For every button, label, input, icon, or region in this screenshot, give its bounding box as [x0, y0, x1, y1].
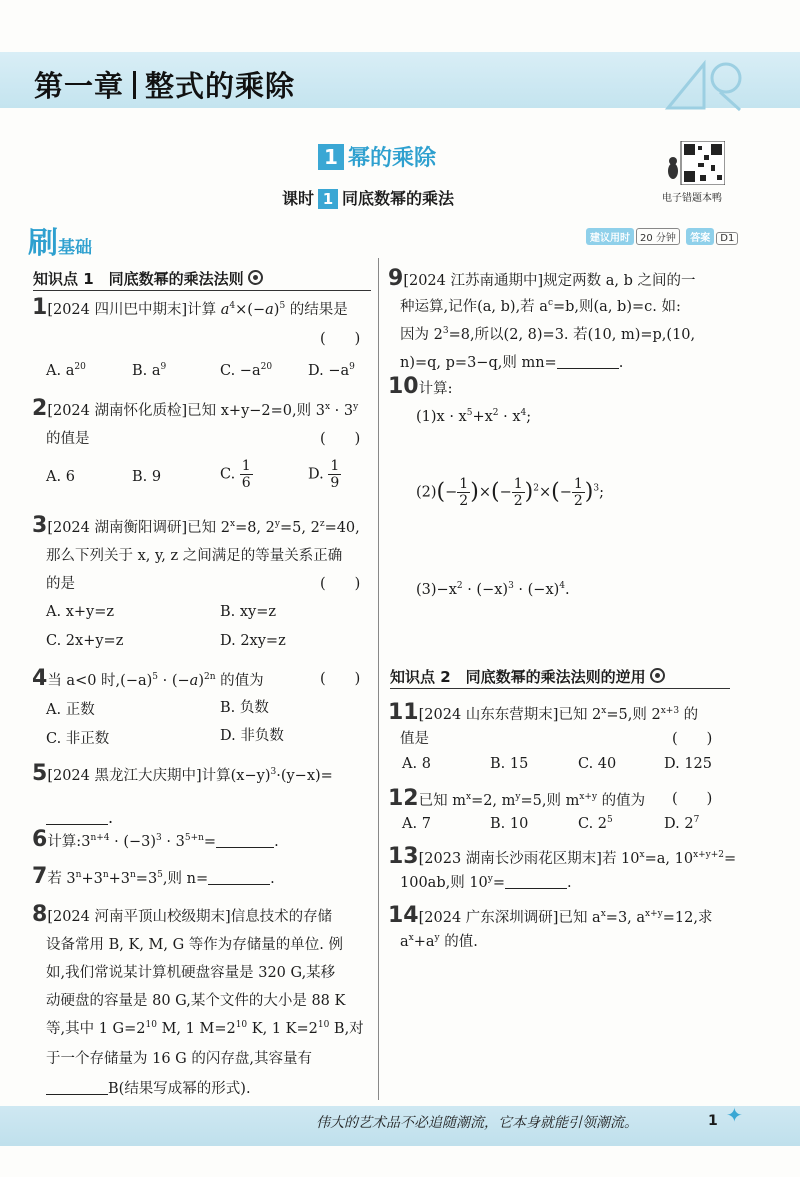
q5-number: 5 — [32, 761, 48, 786]
q1-option-a: A. $a^{20}$ — [46, 362, 86, 379]
q2-stem: 已知 x+y−2=0,则 3 — [187, 403, 325, 419]
q14-source: [2024 广东深圳调研] — [418, 910, 559, 926]
q9-line1: 规定两数 a, b 之间的一 — [543, 273, 696, 289]
q3-option-a: A. x+y=z — [46, 604, 114, 620]
q9-line4: n)=q, p=3−q,则 mn= . — [400, 355, 624, 371]
q12-option-d: D. $2^7$ — [664, 815, 700, 832]
q7-number: 7 — [32, 864, 48, 889]
suggest-label: 建议用时 — [586, 228, 634, 245]
q6-answer-blank[interactable] — [216, 847, 274, 848]
q2-option-c: C. $\frac{1}{6}$ — [220, 458, 251, 492]
section-heading — [318, 141, 436, 172]
knowledge-point-1 — [33, 268, 263, 289]
q9-number: 9 — [388, 266, 404, 291]
q7-answer-blank[interactable] — [208, 884, 270, 885]
q9-line3: 因为 $2^3=8$,所以(2, 8)=3. 若(10, m)=p,(10, — [400, 326, 696, 343]
question-6: 6计算$:3^{n+4} \cdot (-3)^3 \cdot 3^{5+n}=$ . — [32, 827, 279, 852]
question-5: 5[2024 黑龙江大庆期中]计算$(x-y)^3\cdot(y-x)=$ — [32, 761, 333, 786]
target-icon — [650, 668, 665, 683]
q14-line2: $a^x+a^y$ 的值. — [400, 933, 478, 950]
q4-option-c: C. 非正数 — [46, 731, 110, 747]
q10-stem: 计算: — [418, 381, 453, 397]
answer-paren: ( ) — [320, 671, 361, 687]
q8-source: [2024 河南平顶山校级期末] — [47, 909, 231, 925]
q3-option-d: D. 2xy=z — [220, 633, 286, 649]
q6-stem: 计算:3 — [47, 834, 91, 850]
q13-number: 13 — [388, 844, 419, 869]
q3-line2: 那么下列关于 x, y, z 之间满足的等量关系正确 — [46, 548, 343, 564]
basic-practice-label — [28, 218, 92, 262]
q4-stem: 当 a<0 时,(−a) — [47, 673, 153, 689]
q11-source: [2024 山东东营期末] — [418, 707, 559, 723]
k2-title: 知识点 2 同底数幂的乘法法则的逆用 — [390, 668, 646, 686]
q8-number: 8 — [32, 902, 48, 927]
question-12: 12已知 $m^x=2$, $m^y=5$,则 $m^{x+y}$ 的值为 — [388, 786, 646, 811]
q4-option-d: D. 非负数 — [220, 728, 284, 744]
q3-source: [2024 湖南衡阳调研] — [47, 520, 188, 536]
suggested-time — [586, 228, 738, 245]
q8-line2: 设备常用 B, K, M, G 等作为存储量的单位. 例 — [46, 937, 344, 953]
k1-title: 知识点 1 同底数幂的乘法法则 — [33, 270, 244, 288]
q1-option-b: B. $a^9$ — [132, 362, 167, 379]
question-3: 3[2024 湖南衡阳调研]已知 $2^x=8$, $2^y=5$, $2^z=40$, — [32, 513, 360, 538]
question-9 — [388, 268, 696, 290]
knowledge-point-2 — [390, 666, 665, 687]
q5-answer-blank[interactable]: . — [46, 808, 113, 827]
q2-option-b: B. 9 — [132, 469, 162, 485]
q1-number: 1 — [32, 295, 48, 320]
answer-paren: ( ) — [320, 431, 361, 447]
suggest-time: 20 分钟 — [636, 228, 680, 245]
q12-number: 12 — [388, 786, 419, 811]
q8-line1: 信息技术的存储 — [230, 909, 333, 925]
k2-underline — [390, 688, 730, 689]
q13-answer-blank[interactable] — [505, 888, 567, 889]
question-8 — [32, 904, 332, 926]
q12-option-b: B. 10 — [490, 816, 529, 832]
q8-line5: 等,其中 1 $G=2^{10}$ M, 1 $M=2^{10}$ K, 1 $K=2^{10}$ B,对 — [46, 1020, 364, 1037]
k1-underline — [33, 290, 371, 291]
q8-line3: 如,我们常说某计算机硬盘容量是 320 G,某移 — [46, 965, 336, 981]
q10-part2: (2)(− $\frac{1}{2}$ )×(− $\frac{1}{2}$ )$^2$×(− $\frac{1}{2}$ )$^3$; — [416, 476, 605, 510]
q2-option-a: A. 6 — [46, 469, 75, 485]
q4-number: 4 — [32, 666, 48, 691]
chapter-title — [34, 64, 295, 105]
q4-option-b: B. 负数 — [220, 700, 269, 716]
question-7: 7若 $3^n+3^n+3^n=3^5$,则 n= . — [32, 864, 275, 889]
q11-line2: 值是 — [400, 731, 429, 747]
q8-line7: B(结果写成幂的形式). — [46, 1082, 251, 1097]
lesson-heading — [282, 186, 454, 209]
q10-number: 10 — [388, 374, 419, 399]
answer-paren: ( ) — [320, 331, 361, 347]
qr-code-icon[interactable] — [667, 141, 725, 185]
title-divider — [133, 71, 136, 99]
q11-option-a: A. 8 — [402, 756, 431, 772]
answer-paren: ( ) — [672, 731, 713, 747]
lesson-prefix: 课时 — [282, 189, 315, 208]
q6-number: 6 — [32, 827, 48, 852]
q7-tail: ,则 n= — [162, 871, 209, 887]
qr-caption: 电子错题本鸭 — [662, 193, 722, 204]
q3-number: 3 — [32, 513, 48, 538]
q1-option-c: C. $-a^{20}$ — [220, 362, 273, 379]
page-number: 1 — [708, 1113, 718, 1129]
question-14: 14[2024 广东深圳调研]已知 $a^x=3$, $a^{x+y}=12$,求 — [388, 903, 713, 928]
sparkle-icon: ✦ — [726, 1103, 743, 1127]
q3-stem: 已知 2 — [187, 520, 230, 536]
answer-label: 答案 — [686, 228, 714, 245]
q11-option-c: C. 40 — [578, 756, 617, 772]
q9-source: [2024 江苏南通期中] — [403, 273, 544, 289]
q5-tail: ·(y−x)= — [276, 768, 333, 784]
q11-number: 11 — [388, 700, 419, 725]
q11-option-b: B. 15 — [490, 756, 529, 772]
column-divider — [378, 258, 379, 1100]
lesson-title: 同底数幂的乘法 — [342, 189, 455, 208]
chapter-label: 第一章 — [34, 69, 125, 103]
shua-char: 刷 — [28, 226, 58, 261]
footer-motto: 伟大的艺术品不必追随潮流，它本身就能引领潮流。 — [316, 1115, 638, 1131]
shua-sub: 基础 — [58, 238, 92, 258]
q14-number: 14 — [388, 903, 419, 928]
section-number: 1 — [318, 144, 344, 170]
q8-line6: 于一个存储量为 16 G 的闪存盘,其容量有 — [46, 1051, 312, 1067]
answer-page: D1 — [716, 232, 738, 245]
answer-paren: ( ) — [672, 791, 713, 807]
q1-source: [2024 四川巴中期末] — [47, 302, 188, 318]
q1-tail: 的结果是 — [289, 302, 348, 318]
q2-number: 2 — [32, 396, 48, 421]
q5-stem: 计算(x−y) — [201, 768, 271, 784]
q11-option-d: D. 125 — [664, 756, 713, 772]
q3-option-b: B. xy=z — [220, 604, 277, 620]
question-10 — [388, 376, 453, 398]
q1-stem: 计算 — [187, 302, 217, 318]
q8-answer-blank[interactable] — [46, 1094, 108, 1095]
question-13: 13[2023 湖南长沙雨花区期末]若 $10^x=a$, $10^{x+y+2}=$ — [388, 844, 737, 869]
target-icon — [248, 270, 263, 285]
q13-line2: 100ab,则 $10^y=$ . — [400, 874, 572, 891]
lesson-number: 1 — [318, 189, 338, 209]
q5-source: [2024 黑龙江大庆期中] — [47, 768, 202, 784]
section-title: 幂的乘除 — [348, 146, 437, 171]
q1-option-d: D. $-a^9$ — [308, 362, 355, 379]
q4-tail: 的值为 — [220, 673, 264, 689]
q10-part3: $(3)-x^2 \cdot (-x)^3 \cdot (-x)^4$. — [416, 581, 570, 598]
q3-option-c: C. 2x+y=z — [46, 633, 124, 649]
q12-option-c: C. $2^5$ — [578, 815, 613, 832]
chapter-name: 整式的乘除 — [145, 69, 296, 103]
answer-paren: ( ) — [320, 576, 361, 592]
q10-part1: $(1)x \cdot x^5+x^2 \cdot x^4$; — [416, 408, 532, 425]
question-1: 1[2024 四川巴中期末]计算 $a^4\times(-a)^5$ 的结果是 — [32, 295, 348, 320]
question-4: 4当 a<0 时$,(-a)^5 \cdot (-a)^{2n}$ 的值为 — [32, 666, 264, 691]
q13-source: [2023 湖南长沙雨花区期末] — [418, 851, 602, 867]
q7-stem: 若 3 — [47, 871, 76, 887]
question-2: 2[2024 湖南怀化质检]已知 x+y−2=0,则 $3^x \cdot 3^y$ — [32, 396, 359, 421]
q2-source: [2024 湖南怀化质检] — [47, 403, 188, 419]
q2-tail: 的值是 — [46, 431, 90, 447]
question-11: 11[2024 山东东营期末]已知 $2^x=5$,则 $2^{x+3}$ 的 — [388, 700, 699, 725]
q4-option-a: A. 正数 — [46, 702, 95, 718]
q2-option-d: D. $\frac{1}{9}$ — [308, 458, 340, 492]
q9-line2: 种运算,记作(a, b),若 $a^c=b$,则(a, b)=c. 如: — [400, 298, 681, 315]
geometry-tools-icon — [660, 56, 750, 112]
q6-tail: = — [203, 834, 217, 850]
q8-line4: 动硬盘的容量是 80 G,某个文件的大小是 88 K — [46, 993, 346, 1009]
q9-answer-blank[interactable] — [557, 368, 619, 369]
q12-option-a: A. 7 — [402, 816, 431, 832]
q3-line3: 的是 — [46, 576, 75, 592]
